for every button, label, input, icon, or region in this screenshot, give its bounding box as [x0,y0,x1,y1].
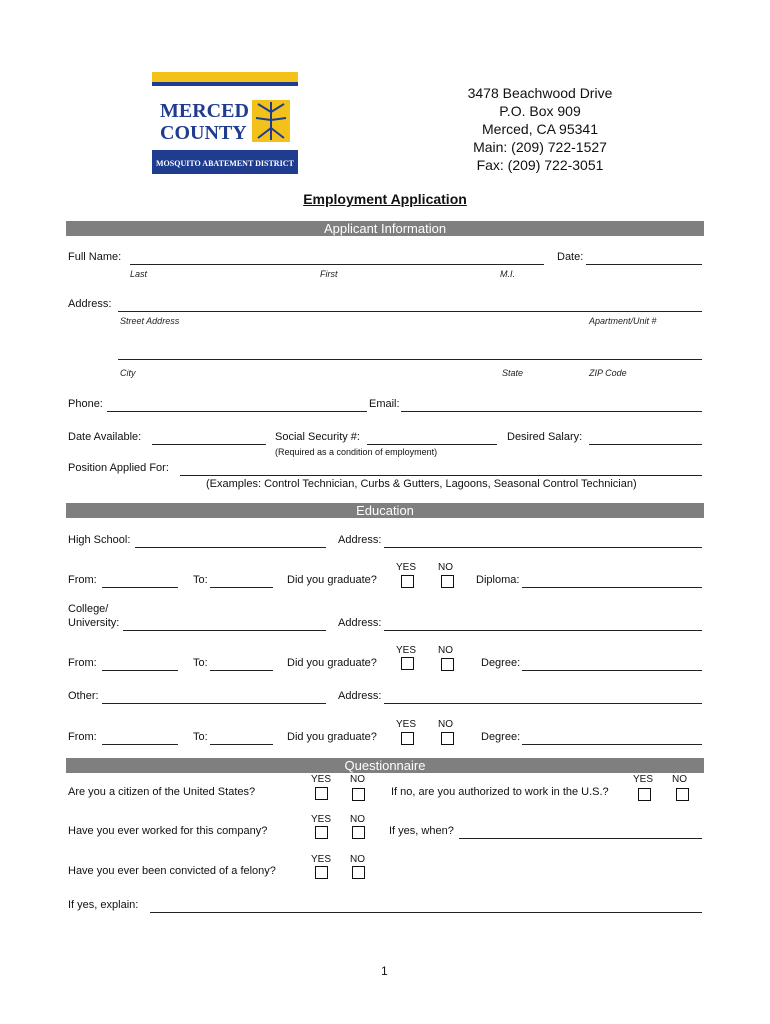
felony-question: Have you ever been convicted of a felony? [68,865,276,877]
full-name-field[interactable] [130,264,544,265]
email-label: Email: [369,398,400,410]
hs-graduate-label: Did you graduate? [287,574,377,586]
other-graduate-yes-checkbox[interactable] [401,732,414,745]
no-label: NO [438,719,453,730]
hs-graduate-yes-checkbox[interactable] [401,575,414,588]
district-logo [152,72,298,174]
first-name-caption: First [320,269,338,279]
yes-label: YES [311,774,332,785]
middle-initial-caption: M.I. [500,269,515,279]
section-applicant-information: Applicant Information [66,221,704,236]
no-label: NO [438,645,453,656]
yes-label: YES [633,774,654,785]
felony-no-checkbox[interactable] [352,866,365,879]
hs-from-field[interactable] [102,587,178,588]
yes-label: YES [311,854,332,865]
college-from-field[interactable] [102,670,178,671]
full-name-label: Full Name: [68,251,122,263]
other-graduate-label: Did you graduate? [287,731,377,743]
address-line: Fax: (209) 722-3051 [476,157,604,173]
college-graduate-no-checkbox[interactable] [441,658,454,671]
phone-field[interactable] [107,411,367,412]
authorized-no-checkbox[interactable] [676,788,689,801]
explain-label: If yes, explain: [68,899,139,911]
yes-label: YES [396,645,417,656]
address-line: P.O. Box 909 [499,103,581,119]
address-line: Main: (209) 722-1527 [473,139,607,155]
college-label: College/ [68,603,109,615]
email-field[interactable] [401,411,702,412]
position-label: Position Applied For: [68,462,169,474]
university-label: University: [68,617,120,629]
date-field[interactable] [586,264,702,265]
date-available-field[interactable] [152,444,266,445]
other-address-label: Address: [338,690,382,702]
college-degree-label: Degree: [481,657,521,669]
citizen-yes-checkbox[interactable] [315,787,328,800]
date-label: Date: [557,251,584,263]
address-label: Address: [68,298,112,310]
other-label: Other: [68,690,99,702]
diploma-field[interactable] [522,587,702,588]
section-education: Education [66,503,704,518]
college-graduate-yes-checkbox[interactable] [401,657,414,670]
college-graduate-label: Did you graduate? [287,657,377,669]
no-label: NO [438,562,453,573]
high-school-address-field[interactable] [384,547,702,548]
section-questionnaire: Questionnaire [66,758,704,773]
last-name-caption: Last [130,269,148,279]
street-address-field[interactable] [118,311,702,312]
ssn-note: (Required as a condition of employment) [275,447,438,457]
logo-text-merced: MERCED [160,100,249,122]
street-address-caption: Street Address [120,316,180,326]
college-from-label: From: [68,657,97,669]
high-school-label: High School: [68,534,131,546]
college-field[interactable] [123,630,326,631]
page-number: 1 [381,964,388,978]
college-to-label: To: [193,657,208,669]
city-caption: City [120,368,136,378]
other-to-label: To: [193,731,208,743]
other-address-field[interactable] [384,703,702,704]
desired-salary-label: Desired Salary: [507,431,583,443]
zip-caption: ZIP Code [589,368,627,378]
worked-no-checkbox[interactable] [352,826,365,839]
other-from-field[interactable] [102,744,178,745]
no-label: NO [350,774,365,785]
ssn-field[interactable] [367,444,497,445]
no-label: NO [350,854,365,865]
address-line: 3478 Beachwood Drive [467,85,613,101]
college-to-field[interactable] [210,670,273,671]
address-line: Merced, CA 95341 [482,121,598,137]
no-label: NO [672,774,687,785]
explain-field[interactable] [150,912,702,913]
yes-label: YES [396,719,417,730]
college-address-field[interactable] [384,630,702,631]
worked-question: Have you ever worked for this company? [68,825,268,837]
no-label: NO [350,814,365,825]
hs-graduate-no-checkbox[interactable] [441,575,454,588]
hs-from-label: From: [68,574,97,586]
hs-to-label: To: [193,574,208,586]
yes-label: YES [396,562,417,573]
worked-yes-checkbox[interactable] [315,826,328,839]
desired-salary-field[interactable] [589,444,702,445]
yes-label: YES [311,814,332,825]
other-to-field[interactable] [210,744,273,745]
when-field[interactable] [459,838,702,839]
college-address-label: Address: [338,617,382,629]
authorized-yes-checkbox[interactable] [638,788,651,801]
other-school-field[interactable] [102,703,326,704]
date-available-label: Date Available: [68,431,142,443]
felony-yes-checkbox[interactable] [315,866,328,879]
ssn-label: Social Security #: [275,431,360,443]
high-school-field[interactable] [135,547,326,548]
district-address [440,84,640,174]
high-school-address-label: Address: [338,534,382,546]
when-label: If yes, when? [389,825,454,837]
city-state-zip-field[interactable] [118,359,702,360]
apartment-caption: Apartment/Unit # [589,316,657,326]
form-title: Employment Application [303,191,467,207]
other-degree-label: Degree: [481,731,521,743]
college-degree-field[interactable] [522,670,702,671]
hs-to-field[interactable] [210,587,273,588]
logo-text-county: COUNTY [160,122,247,144]
position-examples-note: (Examples: Control Technician, Curbs & Gutters, Lagoons, Seasonal Control Technician) [206,478,637,490]
authorized-question: If no, are you authorized to work in the U.S.? [391,786,609,798]
other-graduate-no-checkbox[interactable] [441,732,454,745]
other-from-label: From: [68,731,97,743]
other-degree-field[interactable] [522,744,702,745]
logo-tagline: MOSQUITO ABATEMENT DISTRICT [156,159,294,168]
citizen-question: Are you a citizen of the United States? [68,786,256,798]
diploma-label: Diploma: [476,574,520,586]
phone-label: Phone: [68,398,103,410]
position-field[interactable] [180,475,702,476]
citizen-no-checkbox[interactable] [352,788,365,801]
state-caption: State [502,368,524,378]
